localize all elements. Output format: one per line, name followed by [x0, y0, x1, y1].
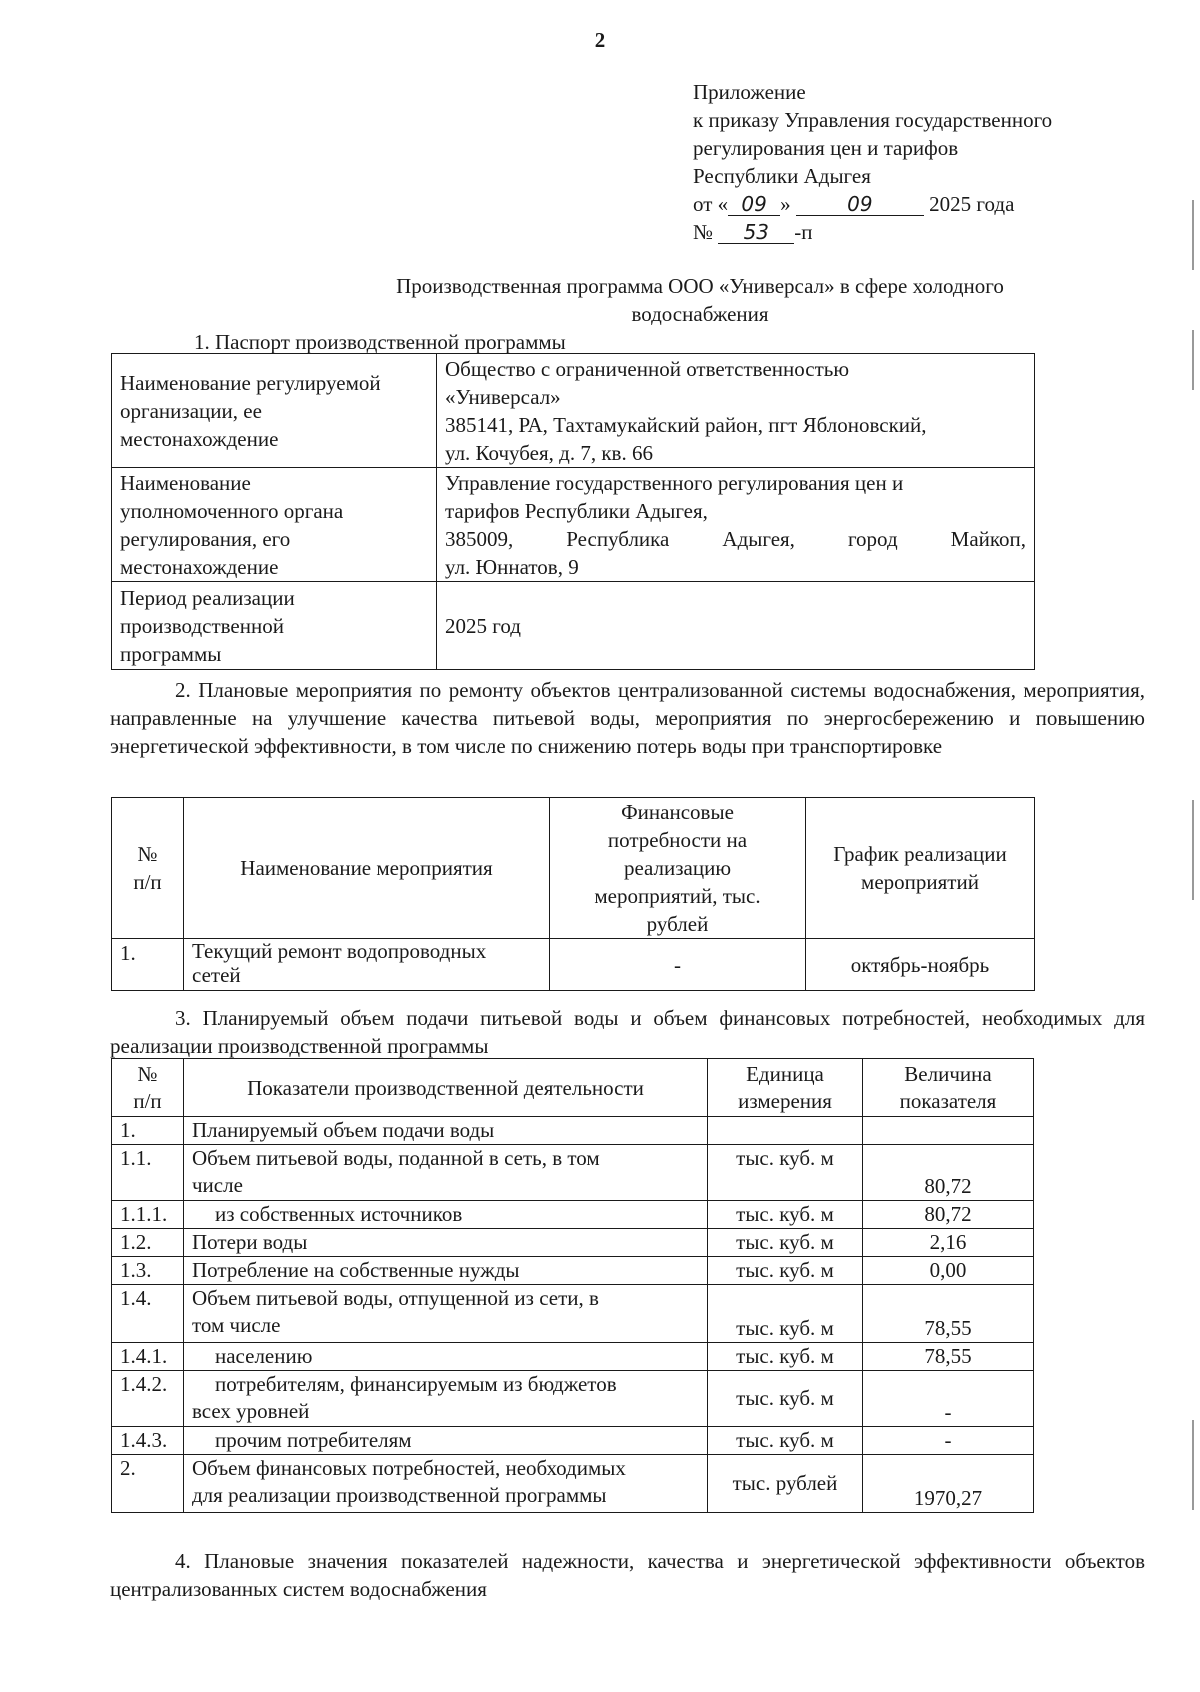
passport-value	[437, 354, 1035, 468]
address-line: 385009, Республика Адыгея, город Майкоп,	[445, 526, 1026, 551]
row-num: 1.2.	[112, 1229, 184, 1257]
row-num: 1.	[112, 1117, 184, 1145]
row-finance: -	[550, 939, 806, 991]
row-unit: тыс. рублей	[708, 1455, 863, 1513]
row-value: 80,72	[863, 1201, 1034, 1229]
cell-line: ул. Юннатов, 9	[445, 554, 579, 579]
table-header-row	[112, 798, 1035, 939]
section1-heading: 1. Паспорт производственной программы	[194, 330, 566, 354]
table-row	[112, 1343, 1034, 1371]
appendix-line: регулирования цен и тарифов	[693, 136, 959, 160]
col-header-num: № п/п	[112, 798, 184, 939]
row-num: 1.1.	[112, 1145, 184, 1201]
row-name: Объем питьевой воды, поданной в сеть, в том числе	[184, 1145, 708, 1201]
document-title	[250, 272, 1150, 328]
table-row	[112, 468, 1035, 582]
row-name: потребителям, финансируемым из бюджетов всех уровней	[184, 1371, 708, 1427]
row-unit	[708, 1117, 863, 1145]
passport-table	[111, 353, 1035, 670]
row-num: 2.	[112, 1455, 184, 1513]
table-row	[112, 1427, 1034, 1455]
row-name: Текущий ремонт водопроводных сетей	[184, 939, 550, 991]
order-number	[693, 218, 1052, 246]
row-value: 0,00	[863, 1257, 1034, 1285]
col-header-name: Наименование мероприятия	[184, 798, 550, 939]
title-line: водоснабжения	[631, 302, 769, 326]
row-schedule: октябрь-ноябрь	[806, 939, 1035, 991]
table-row	[112, 1201, 1034, 1229]
row-num: 1.3.	[112, 1257, 184, 1285]
indicators-table	[111, 1058, 1034, 1513]
cell-line: местонахождение	[120, 554, 279, 579]
row-num: 1.4.1.	[112, 1343, 184, 1371]
table-row	[112, 1229, 1034, 1257]
row-unit: тыс. куб. м	[708, 1229, 863, 1257]
row-num: 1.	[112, 939, 184, 991]
row-name: Объем финансовых потребностей, необходимых для реализации производственной программы	[184, 1455, 708, 1513]
row-unit: тыс. куб. м	[708, 1145, 863, 1201]
cell-line: 2025 год	[445, 613, 521, 638]
section3-heading: 3. Планируемый объем подачи питьевой воды и объем финансовых потребностей, необходимых для реализации производственной программы	[110, 1006, 1145, 1058]
cell-line: уполномоченного органа	[120, 498, 344, 523]
cell-line: Период реализации	[120, 585, 295, 610]
col-header-num: № п/п	[112, 1059, 184, 1117]
appendix-line: Республики Адыгея	[693, 164, 871, 188]
col-header-indicator: Показатели производственной деятельности	[184, 1059, 708, 1117]
row-value: 80,72	[863, 1145, 1034, 1201]
cell-line: Управление государственного регулирования цен и	[445, 470, 904, 495]
date-month-handwritten: 09	[796, 193, 924, 216]
row-value: 78,55	[863, 1285, 1034, 1343]
row-unit: тыс. куб. м	[708, 1343, 863, 1371]
row-num: 1.4.	[112, 1285, 184, 1343]
passport-label	[112, 468, 437, 582]
title-line: Производственная программа ООО «Универсал» в сфере холодного	[396, 274, 1004, 298]
row-unit: тыс. куб. м	[708, 1285, 863, 1343]
cell-line: производственной	[120, 613, 284, 638]
section2-heading: 2. Плановые мероприятия по ремонту объектов централизованной системы водоснабжения, мероприятия, направленные на улучшение качества питьевой воды, мероприятия по энергосбережению и повышению энергетической эффективности, в том числе по снижению потерь воды при транспортировке	[110, 678, 1145, 758]
date-prefix: от «	[693, 192, 729, 216]
scan-edge-mark	[1192, 330, 1194, 390]
passport-label	[112, 354, 437, 468]
cell-line: тарифов Республики Адыгея,	[445, 498, 708, 523]
table-row	[112, 1371, 1034, 1427]
table-row	[112, 1455, 1034, 1513]
row-name: Потребление на собственные нужды	[184, 1257, 708, 1285]
measures-table	[111, 797, 1035, 991]
cell-line: Наименование регулируемой	[120, 370, 381, 395]
date-year: 2025 года	[929, 192, 1015, 216]
row-num: 1.4.2.	[112, 1371, 184, 1427]
table-row	[112, 939, 1035, 991]
row-value: 1970,27	[863, 1455, 1034, 1513]
page-number: 2	[594, 28, 606, 52]
row-name: Объем питьевой воды, отпущенной из сети, в том числе	[184, 1285, 708, 1343]
number-suffix: -п	[794, 220, 813, 244]
row-name: населению	[184, 1343, 708, 1371]
cell-line: местонахождение	[120, 426, 279, 451]
table-row	[112, 1117, 1034, 1145]
date-day-handwritten: 09	[728, 193, 780, 216]
number-value-handwritten: 53	[718, 221, 794, 244]
appendix-header	[693, 78, 1052, 246]
table-row	[112, 354, 1035, 468]
section4-heading: 4. Плановые значения показателей надежности, качества и энергетической эффективности объектов централизованных систем водоснабжения	[110, 1549, 1145, 1601]
row-unit: тыс. куб. м	[708, 1371, 863, 1427]
row-value	[863, 1117, 1034, 1145]
row-name: Потери воды	[184, 1229, 708, 1257]
cell-line: организации, ее	[120, 398, 262, 423]
cell-line: 385141, РА, Тахтамукайский район, пгт Яблоновский,	[445, 412, 927, 437]
row-name: из собственных источников	[184, 1201, 708, 1229]
cell-line: регулирования, его	[120, 526, 291, 551]
row-value: 78,55	[863, 1343, 1034, 1371]
row-value: -	[863, 1371, 1034, 1427]
number-prefix: №	[693, 220, 714, 244]
row-num: 1.4.3.	[112, 1427, 184, 1455]
col-header-value: Величина показателя	[863, 1059, 1034, 1117]
cell-line: ул. Кочубея, д. 7, кв. 66	[445, 440, 653, 465]
col-header-schedule: График реализации мероприятий	[806, 798, 1035, 939]
table-header-row	[112, 1059, 1034, 1117]
col-header-unit: Единица измерения	[708, 1059, 863, 1117]
table-row	[112, 1285, 1034, 1343]
passport-value	[437, 468, 1035, 582]
appendix-line: Приложение	[693, 80, 806, 104]
row-name: Планируемый объем подачи воды	[184, 1117, 708, 1145]
scan-edge-mark	[1192, 800, 1194, 900]
appendix-line: к приказу Управления государственного	[693, 108, 1053, 132]
scan-edge-mark	[1192, 200, 1194, 270]
cell-line: «Универсал»	[445, 384, 561, 409]
row-unit: тыс. куб. м	[708, 1201, 863, 1229]
row-name: прочим потребителям	[184, 1427, 708, 1455]
row-unit: тыс. куб. м	[708, 1427, 863, 1455]
table-row	[112, 1145, 1034, 1201]
cell-line: Наименование	[120, 470, 251, 495]
row-value: 2,16	[863, 1229, 1034, 1257]
col-header-finance: Финансовые потребности на реализацию мероприятий, тыс. рублей	[550, 798, 806, 939]
row-unit: тыс. куб. м	[708, 1257, 863, 1285]
cell-line: Общество с ограниченной ответственностью	[445, 356, 850, 381]
order-date	[693, 190, 1052, 218]
passport-label	[112, 582, 437, 670]
cell-line: программы	[120, 641, 222, 666]
table-row	[112, 582, 1035, 670]
scan-edge-mark	[1192, 1420, 1194, 1510]
passport-value	[437, 582, 1035, 670]
date-mid: »	[780, 192, 791, 216]
row-num: 1.1.1.	[112, 1201, 184, 1229]
row-value: -	[863, 1427, 1034, 1455]
table-row	[112, 1257, 1034, 1285]
